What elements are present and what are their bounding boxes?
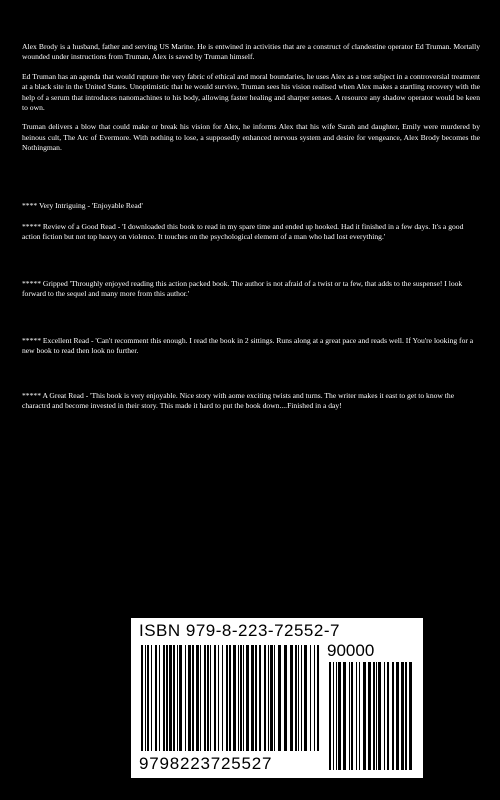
barcode-bar <box>314 645 315 751</box>
review <box>22 336 480 357</box>
barcode-bar <box>401 662 404 770</box>
barcode-bar <box>238 645 239 751</box>
barcode-bar <box>200 645 201 751</box>
barcode-bar <box>270 645 273 751</box>
barcode-bar <box>240 645 242 751</box>
barcode-bar <box>278 645 281 751</box>
barcode-bar <box>159 645 160 751</box>
barcode-bar <box>317 645 319 751</box>
synopsis <box>22 42 480 163</box>
review-text: ***** Review of a Good Read - 'I downloaded this book to read in my spare time and ended up hooked. Had it finished in a few days. It's a good action fiction but not top heavy on violence. It touches on the psychological element of a man who had lost everything.' <box>22 222 464 242</box>
barcode-digits: 9798223725527 <box>139 754 273 773</box>
isbn-barcode <box>131 618 423 778</box>
barcode-bar <box>155 645 157 751</box>
barcode-bar <box>151 645 152 751</box>
barcode-bar <box>349 662 350 770</box>
barcode-bar <box>376 662 377 770</box>
barcode-bar <box>222 645 223 751</box>
barcode-bar <box>210 645 211 751</box>
review-text: ***** A Great Read - 'This book is very enjoyable. Nice story with aome exciting twists and turns. The writer makes it east to get to know the charactrd and become invested in their story. This made it hard to put the book down....Finished in a day! <box>22 391 455 411</box>
barcode-bar <box>274 645 275 751</box>
barcode-bar <box>409 662 412 770</box>
barcode-bar <box>384 662 385 770</box>
review <box>22 391 480 412</box>
barcode-bar <box>163 645 165 751</box>
barcode-bar <box>218 645 219 751</box>
barcode-bar <box>295 645 297 751</box>
barcode-bar <box>233 645 236 751</box>
synopsis-paragraph: Alex Brody is a husband, father and serving US Marine. He is entwined in activities that are a construct of clandestine operator Ed Truman. Mortally wounded under instructions from Truman, Alex is saved by Truman himself. <box>22 42 480 62</box>
barcode-bar <box>378 662 381 770</box>
review <box>22 279 480 300</box>
barcode-bar <box>173 645 175 751</box>
barcode-bar <box>351 662 353 770</box>
barcode-bar <box>259 645 261 751</box>
barcode-supplement-bars <box>329 662 415 770</box>
barcode-bar <box>185 645 186 751</box>
barcode-bar <box>304 645 307 751</box>
barcode-bar <box>298 645 299 751</box>
barcode-bar <box>226 645 228 751</box>
barcode-bar <box>343 662 346 770</box>
barcode-bar <box>387 662 389 770</box>
barcode-bar <box>396 662 399 770</box>
review-text: **** Very Intriguing - 'Enjoyable Read' <box>22 201 143 210</box>
barcode-bar <box>192 645 194 751</box>
barcode-bar <box>359 662 360 770</box>
barcode-bar <box>145 645 146 751</box>
barcode-bar <box>284 645 287 751</box>
barcode-bar <box>177 645 178 751</box>
barcode-bar <box>290 645 293 751</box>
review <box>22 222 480 243</box>
barcode-bar <box>179 645 182 751</box>
barcode-bar <box>188 645 191 751</box>
review <box>22 201 480 211</box>
barcode-bar <box>147 645 149 751</box>
barcode-bar <box>207 645 209 751</box>
barcode-bar <box>166 645 168 751</box>
barcode-bar <box>373 662 375 770</box>
barcode-bar <box>338 662 341 770</box>
barcode-bar <box>336 662 337 770</box>
isbn-label: ISBN 979-8-223-72552-7 <box>139 621 340 640</box>
barcode-bar <box>368 662 371 770</box>
barcode-bar <box>141 645 143 751</box>
barcode-bar <box>333 662 334 770</box>
barcode-bar <box>329 662 331 770</box>
barcode-bar <box>363 662 366 770</box>
barcode-bar <box>196 645 199 751</box>
barcode-bar <box>268 645 269 751</box>
barcode-bar <box>243 645 244 751</box>
barcode-bar <box>204 645 206 751</box>
barcode-bar <box>356 662 357 770</box>
barcode-bar <box>255 645 257 751</box>
barcode-bar <box>229 645 231 751</box>
barcode-bar <box>246 645 249 751</box>
review-text: ***** Excellent Read - 'Can't recomment this enough. I read the book in 2 sittings. Runs along at a great pace and reads well. If You're looking for a new book to read then look no further. <box>22 336 474 356</box>
barcode-bar <box>169 645 172 751</box>
barcode-bar <box>214 645 216 751</box>
price-code: 90000 <box>327 641 375 660</box>
barcode-bar <box>392 662 394 770</box>
barcode-bar <box>251 645 254 751</box>
barcode-bar <box>301 645 302 751</box>
barcode-bar <box>405 662 407 770</box>
barcode-bar <box>310 645 311 751</box>
synopsis-paragraph: Truman delivers a blow that could make or break his vision for Alex, he informs Alex that his wife Sarah and daughter, Emily were murdered by heinous cult, The Arc of Evermore. With nothing to lose, a supposedly enhanced nervous system and desire for vengeance, Alex Brody becomes the Nothingman. <box>22 122 480 153</box>
synopsis-paragraph: Ed Truman has an agenda that would rupture the very fabric of ethical and moral boundaries, he uses Alex as a test subject in a controversial treatment at a black site in the United States. Unoptimistic that he would survive, Truman sees his vision realised when Alex makes a startling recovery with the help of a serum that introduces nanomachines to his body, allowing faster healing and sharper senses. A resource any shadow operator would be keen to own. <box>22 71 480 113</box>
barcode-bar <box>264 645 266 751</box>
review-text: ***** Gripped 'Throughly enjoyed reading this action packed book. The author is not afraid of a twist or ta few, that adds to the suspense! I look forward to the sequel and many more from this author.' <box>22 279 463 299</box>
barcode-bars <box>141 645 319 751</box>
